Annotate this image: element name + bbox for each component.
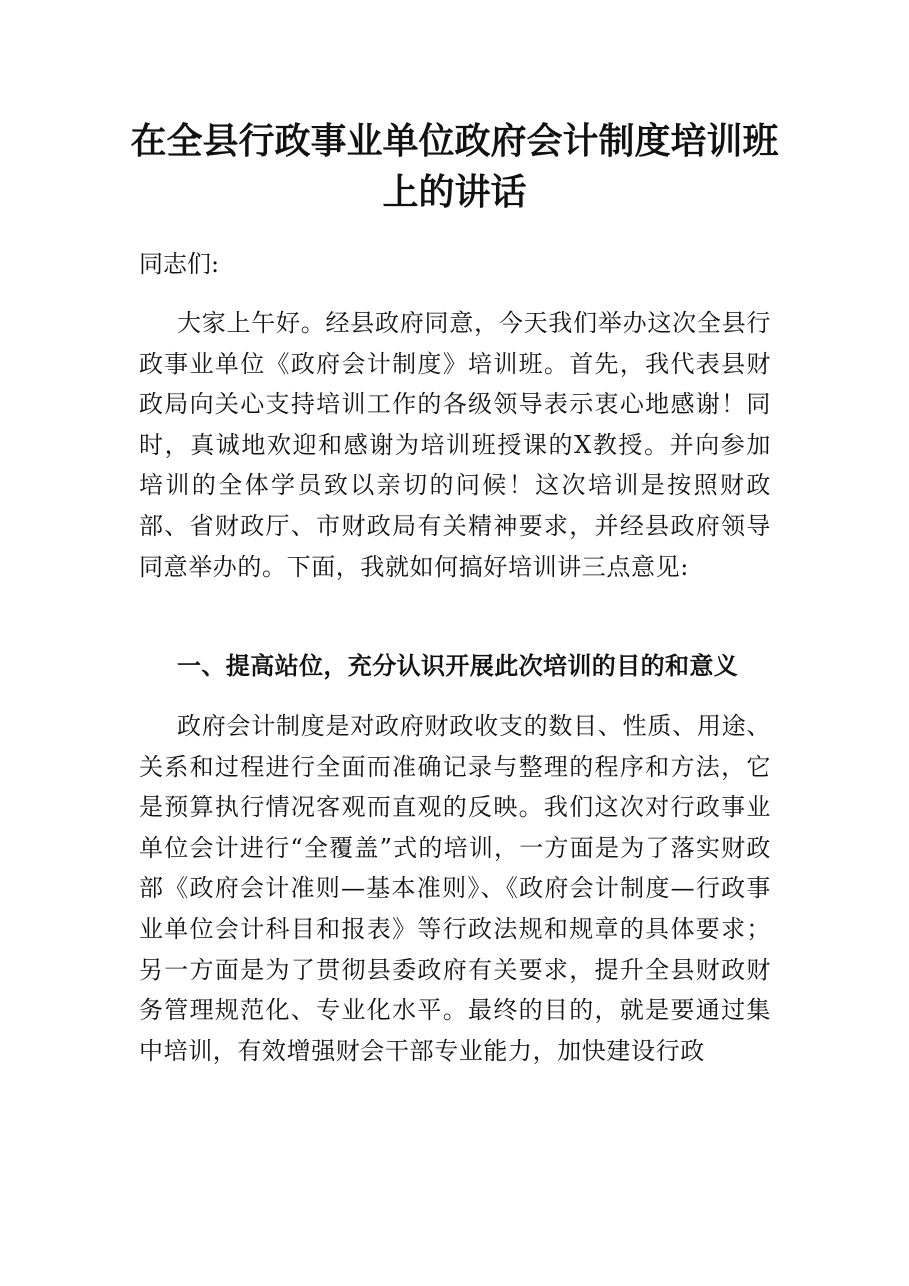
document-title-line-1: 在全县行政事业单位政府会计制度培训班 — [130, 120, 779, 162]
paragraph-section-1: 政府会计制度是对政府财政收支的数目、性质、用途、关系和过程进行全面而准确记录与整理的程序和方法，它是预算执行情况客观而直观的反映。我们这次对行政事业单位会计进行“全覆盖”式的培训，一方面是为了落实财政部《政府会计准则—基本准则》、《政府会计制度—行政事业单位会计科目和报表》等行政法规和规章的具体要求；另一方面是为了贯彻县委政府有关要求，提升全县财政财务管理规范化、专业化水平。最终的目的，就是要通过集中培训，有效增强财会干部专业能力，加快建设行政 — [139, 712, 771, 1065]
document-title — [130, 116, 779, 218]
paragraph-opening: 大家上午好。经县政府同意，今天我们举办这次全县行政事业单位《政府会计制度》培训班。首先，我代表县财政局向关心支持培训工作的各级领导表示衷心地感谢！同时，真诚地欢迎和感谢为培训班授课的X教授。并向参加培训的全体学员致以亲切的问候！这次培训是按照财政部、省财政厅、市财政局有关精神要求，并经县政府领导同意举办的。下面，我就如何搞好培训讲三点意见: — [139, 309, 771, 581]
section-heading-1: 一、提高站位，充分认识开展此次培训的目的和意义 — [177, 651, 739, 680]
salutation: 同志们: — [139, 250, 220, 278]
document-title-line-2: 上的讲话 — [382, 171, 527, 213]
